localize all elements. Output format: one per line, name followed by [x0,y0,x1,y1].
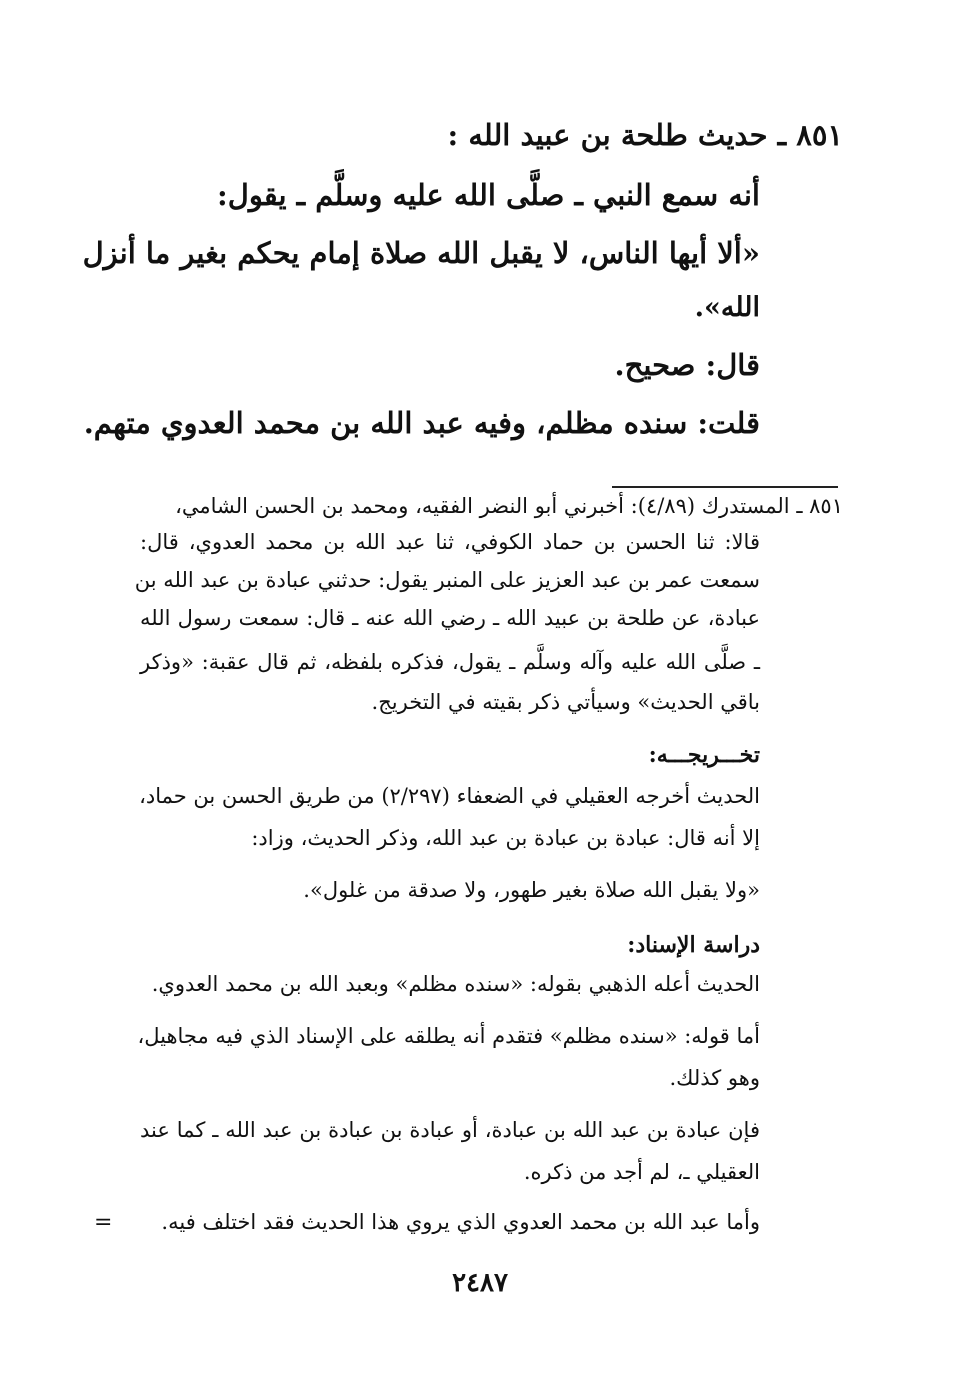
critic-comment: قلت: سنده مظلم، وفيه عبد الله بن محمد العدوي متهم. [83,406,760,440]
dirasa-line-3: وهو كذلك. [669,1066,760,1090]
footnote-separator [612,486,838,488]
dirasa-heading: دراسة الإسناد: [627,932,760,958]
hadith-heading: ٨٥١ ـ حديث طلحة بن عبيد الله : [447,118,843,152]
dirasa-line-4: فإن عبادة بن عبد الله بن عبادة، أو عبادة بن عبادة بن عبد الله ـ كما عند [140,1118,760,1142]
dirasa-line-2: أما قوله: «سنده مظلم» فتقدم أنه يطلقه على الإسناد الذي فيه مجاهيل، [137,1024,760,1048]
author-verdict: قال: صحيح. [614,348,760,382]
footnote-line-2: قالا: ثنا الحسن بن حماد الكوفي، ثنا عبد الله بن محمد العدوي، قال: [140,530,760,554]
takhrij-line-2: إلا أنه قال: عبادة بن عبادة بن عبد الله، وذكر الحديث، وزاد: [251,826,760,850]
hadith-text-line-1: «ألا أيها الناس، لا يقبل الله صلاة إمام يحكم بغير ما أنزل [82,236,760,270]
takhrij-line-1: الحديث أخرجه العقيلي في الضعفاء (٢/٢٩٧) من طريق الحسن بن حماد، [139,784,760,808]
footnote-line-3: سمعت عمر بن عبد العزيز على المنبر يقول: حدثني عبادة بن عبد الله بن [134,568,760,592]
footnote-line-4: عبادة، عن طلحة بن عبيد الله ـ رضي الله عنه ـ قال: سمعت رسول الله [140,606,760,630]
page-number: ٢٤٨٧ [452,1268,508,1298]
dirasa-line-1: الحديث أعله الذهبي بقوله: «سنده مظلم» وبعبد الله بن محمد العدوي. [151,972,760,996]
footnote-line-6: باقي الحديث» وسيأتي ذكر بقيته في التخريج. [371,690,760,714]
takhrij-heading: تخـــريجـــه: [648,742,760,768]
footnote-line-1: ٨٥١ ـ المستدرك (٤/٨٩): أخبرني أبو النضر الفقيه، ومحمد بن الحسن الشامي، [175,494,843,518]
footnote-line-5: ـ صلَّى الله عليه وآله وسلَّم ـ يقول، فذكره بلفظه، ثم قال عقبة: «وذكر [140,650,760,674]
takhrij-quote: «ولا يقبل الله صلاة بغير طهور، ولا صدقة من غلول». [303,878,760,902]
dirasa-line-5: العقيلي ـ، لم أجد من ذكره. [523,1160,760,1184]
dirasa-line-6: وأما عبد الله بن محمد العدوي الذي يروي هذا الحديث فقد اختلف فيه. [161,1210,760,1234]
hadith-intro: أنه سمع النبي ـ صلَّى الله عليه وسلَّم ـ يقول: [217,178,760,212]
hadith-text-line-2: الله». [694,292,760,323]
continuation-mark: = [94,1210,113,1235]
